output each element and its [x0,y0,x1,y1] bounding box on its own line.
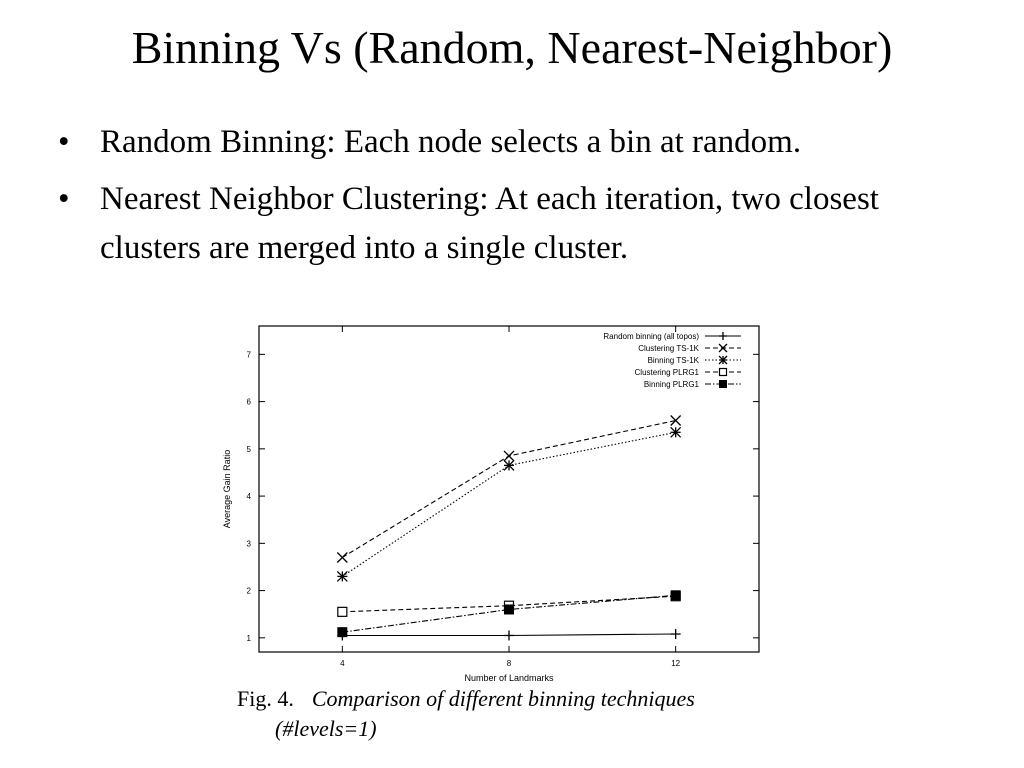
star-marker [504,460,514,470]
x-axis-label: Number of Landmarks [464,673,554,683]
open-square-marker [338,607,347,616]
x-marker [671,415,681,425]
bullet-text: Random Binning: Each node selects a bin at random. [100,124,802,160]
figure-caption [237,684,797,744]
x-tick-label: 4 [340,659,345,668]
legend-label: Clustering TS-1K [638,344,699,353]
plus-marker [719,332,727,340]
x-marker [337,553,347,563]
filled-square-marker [338,628,347,637]
marker-square [338,628,347,637]
star-marker [671,427,681,437]
y-tick-label: 7 [246,350,251,360]
marker-square [720,381,727,388]
plus-marker [671,629,681,639]
series-line-2 [342,432,675,576]
axis-ticks [247,326,759,668]
filled-square-marker [505,605,514,614]
legend-label: Binning PLRG1 [643,380,699,389]
bullet-marker: • [58,181,70,217]
y-axis-label: Average Gain Ratio [222,449,232,529]
marker-square [671,591,680,600]
y-tick-label: 5 [246,444,251,454]
marker-square [338,607,347,616]
bullet-marker: • [58,124,70,160]
legend [603,332,741,389]
legend-label: Random binning (all topos) [603,332,699,341]
filled-square-marker [720,381,727,388]
bullet-list [58,118,988,281]
figure-number: Fig. 4. [237,686,294,711]
caption-text: Comparison of different binning techniques [311,686,695,711]
marker-square [505,605,514,614]
y-tick-label: 1 [246,633,251,643]
star-marker [337,571,347,581]
x-tick-label: 12 [671,659,681,668]
caption-line2: (#levels=1) [275,716,377,741]
x-tick-label: 8 [506,659,512,668]
series-line-1 [342,421,675,558]
y-tick-label: 3 [246,539,251,549]
y-tick-label: 4 [246,492,251,502]
series-markers [337,415,680,640]
bullet-item [58,175,988,273]
gain-ratio-chart [210,315,810,695]
y-tick-label: 6 [246,397,251,407]
x-marker [504,451,514,461]
open-square-marker [720,369,727,376]
bullet-item [58,118,988,167]
y-tick-label: 2 [246,586,251,596]
legend-label: Clustering PLRG1 [634,368,699,377]
marker-square [720,369,727,376]
legend-label: Binning TS-1K [647,356,699,365]
filled-square-marker [671,591,680,600]
bullet-text: Nearest Neighbor Clustering: At each iteration, two closest clusters are merged into a single cluster. [100,181,879,266]
star-marker [719,356,727,364]
slide-title: Binning Vs (Random, Nearest-Neighbor) [131,22,893,73]
plus-marker [504,630,514,640]
